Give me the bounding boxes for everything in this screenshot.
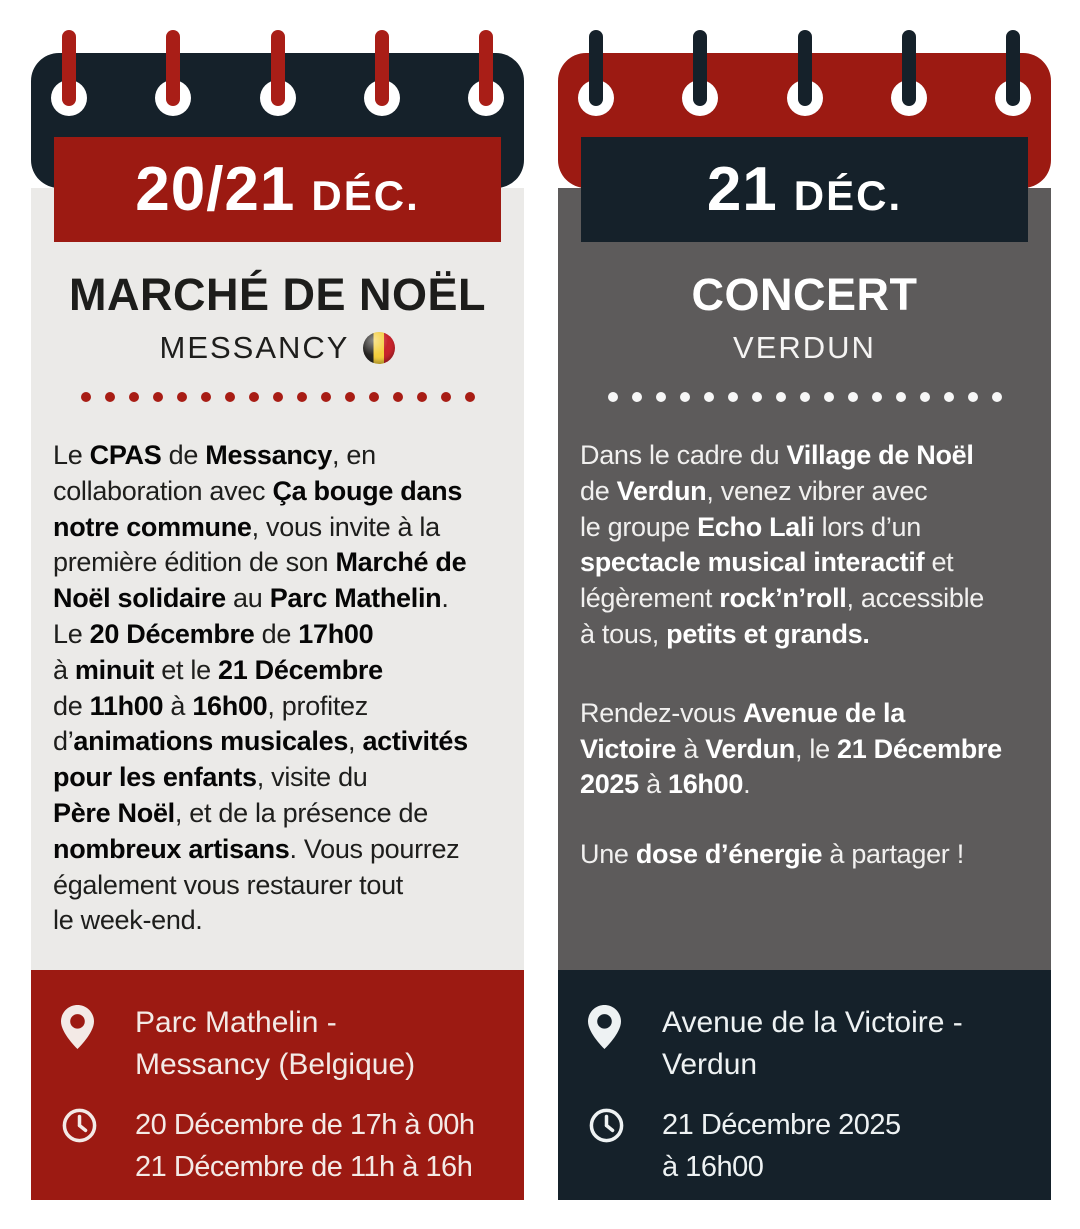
date-banner	[581, 137, 1028, 242]
time-text	[135, 1104, 474, 1188]
ring-pin	[787, 30, 823, 116]
event-title: MARCHÉ DE NOËL	[68, 269, 486, 320]
event-subtitle-row	[580, 330, 1029, 366]
time-line: 21 Décembre de 11h à 16h	[135, 1151, 473, 1183]
event-card-concert	[558, 0, 1051, 1229]
ring-stick	[693, 30, 707, 106]
ring-stick	[1006, 30, 1020, 106]
event-card-marche-de-noel	[31, 0, 524, 1229]
separator-dot	[417, 392, 427, 402]
separator-dot	[393, 392, 403, 402]
location-pin-icon	[588, 1002, 662, 1086]
date-suffix: DÉC.	[311, 172, 420, 219]
date-main: 20/21	[135, 155, 296, 224]
separator-dot	[992, 392, 1002, 402]
time-row	[588, 1104, 1035, 1188]
ring-stick	[902, 30, 916, 106]
date-banner	[54, 137, 501, 242]
separator-dot	[345, 392, 355, 402]
separator-dot	[656, 392, 666, 402]
location-line: Avenue de la Victoire -	[662, 1006, 963, 1039]
separator-dot	[177, 392, 187, 402]
event-title: CONCERT	[691, 269, 918, 320]
clock-icon	[588, 1104, 662, 1188]
separator-dot	[824, 392, 834, 402]
calendar-rings	[558, 30, 1051, 116]
dotted-separator	[53, 392, 502, 402]
separator-dot	[848, 392, 858, 402]
time-line: 21 Décembre 2025	[662, 1109, 901, 1141]
location-row	[61, 1002, 508, 1086]
ring-pin	[155, 30, 191, 116]
ring-pin	[995, 30, 1031, 116]
separator-dot	[225, 392, 235, 402]
info-panel	[558, 970, 1051, 1200]
paragraph: Dans le cadre du Village de Noël de Verdun, venez vibrer avec le groupe Echo Lali lors d’un spectacle musical interactif et légèrement rock’n’roll, accessible à tous, petits et grands.	[580, 440, 984, 649]
time-text	[662, 1104, 901, 1188]
separator-dot	[896, 392, 906, 402]
paragraph: Une dose d’énergie à partager !	[580, 839, 964, 870]
separator-dot	[129, 392, 139, 402]
separator-dot	[752, 392, 762, 402]
ring-stick	[375, 30, 389, 106]
time-line: à 16h00	[662, 1151, 764, 1183]
separator-dot	[249, 392, 259, 402]
event-subtitle-row	[53, 330, 502, 366]
ring-stick	[62, 30, 76, 106]
separator-dot	[728, 392, 738, 402]
clock-icon	[61, 1104, 135, 1188]
separator-dot	[776, 392, 786, 402]
ring-pin	[891, 30, 927, 116]
ring-pin	[51, 30, 87, 116]
date-suffix: DÉC.	[793, 172, 903, 219]
event-description	[53, 438, 502, 939]
location-line: Messancy (Belgique)	[135, 1048, 416, 1081]
separator-dot	[944, 392, 954, 402]
event-subtitle: VERDUN	[733, 330, 876, 365]
ring-stick	[798, 30, 812, 106]
separator-dot	[872, 392, 882, 402]
location-row	[588, 1002, 1035, 1086]
info-panel	[31, 970, 524, 1200]
separator-dot	[680, 392, 690, 402]
ring-pin	[468, 30, 504, 116]
separator-dot	[201, 392, 211, 402]
ring-pin	[364, 30, 400, 116]
card-body	[558, 188, 1051, 970]
location-text	[135, 1002, 415, 1086]
time-row	[61, 1104, 508, 1188]
dotted-separator	[580, 392, 1029, 402]
paragraph: Rendez-vous Avenue de la Victoire à Verdun, le 21 Décembre 2025 à 16h00.	[580, 697, 1002, 800]
date-main: 21	[706, 155, 778, 224]
separator-dot	[441, 392, 451, 402]
separator-dot	[297, 392, 307, 402]
event-subtitle: MESSANCY	[159, 330, 350, 365]
ring-pin	[260, 30, 296, 116]
paragraph: Le CPAS de Messancy, en collaboration avec Ça bouge dans notre commune, vous invite à la première édition de son Marché de Noël solidaire au Parc Mathelin. Le 20 Décembre de 17h00 à minuit et le 21 Décembre de 11h00 à 16h00, profitez d’animations musicales, activités pour les enfants, visite du Père Noël, et de la présence de nombreux artisans. Vous pourrez également vous restaurer tout le week-end.	[53, 440, 468, 936]
ring-pin	[682, 30, 718, 116]
ring-stick	[166, 30, 180, 106]
location-text	[662, 1002, 963, 1086]
separator-dot	[321, 392, 331, 402]
location-line: Verdun	[662, 1048, 758, 1081]
separator-dot	[81, 392, 91, 402]
ring-stick	[479, 30, 493, 106]
separator-dot	[968, 392, 978, 402]
separator-dot	[465, 392, 475, 402]
event-description	[580, 438, 1029, 873]
time-line: 20 Décembre de 17h à 00h	[135, 1109, 475, 1141]
separator-dot	[153, 392, 163, 402]
separator-dot	[800, 392, 810, 402]
ring-pin	[578, 30, 614, 116]
separator-dot	[369, 392, 379, 402]
card-body	[31, 188, 524, 970]
ring-stick	[589, 30, 603, 106]
location-pin-icon	[61, 1002, 135, 1086]
separator-dot	[273, 392, 283, 402]
ring-stick	[271, 30, 285, 106]
belgium-flag-icon	[363, 332, 395, 364]
separator-dot	[920, 392, 930, 402]
calendar-rings	[31, 30, 524, 116]
separator-dot	[704, 392, 714, 402]
location-line: Parc Mathelin -	[135, 1006, 337, 1039]
separator-dot	[632, 392, 642, 402]
separator-dot	[105, 392, 115, 402]
separator-dot	[608, 392, 618, 402]
